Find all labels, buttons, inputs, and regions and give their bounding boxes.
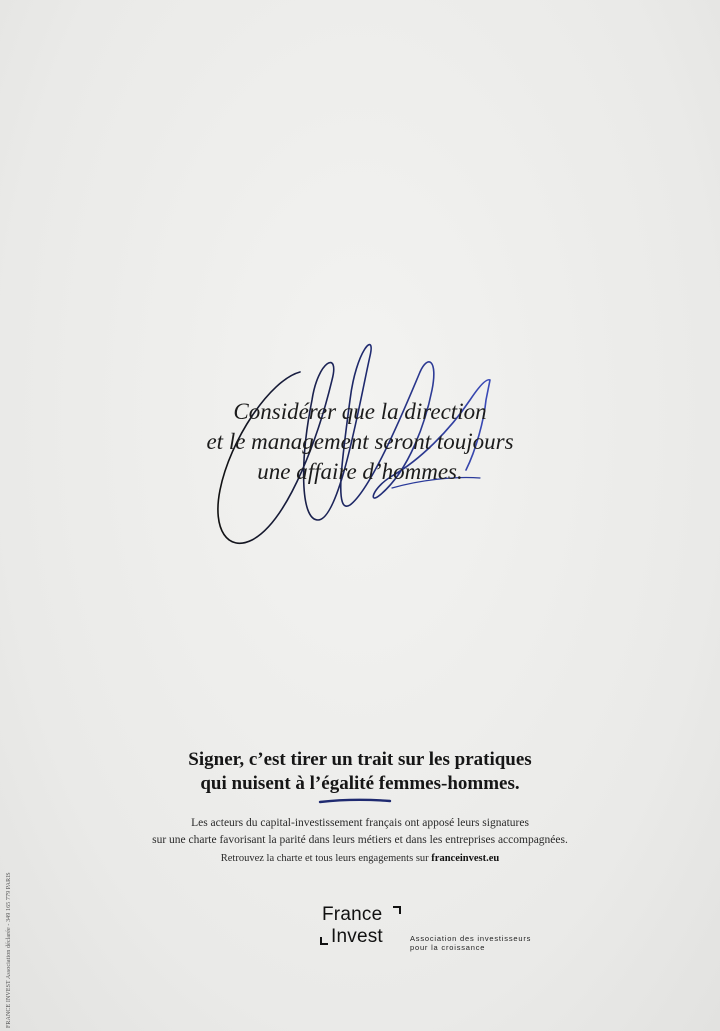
body-paragraph <box>0 815 720 849</box>
logo-tagline <box>410 934 531 952</box>
tagline-line: Association des investisseurs <box>410 934 532 943</box>
logo-word-invest: Invest <box>331 926 383 947</box>
headline <box>0 748 720 796</box>
logo-word-france: France <box>322 904 383 925</box>
tagline-line: pour la croissance <box>410 943 486 952</box>
cta-label: Retrouvez la charte et tous leurs engagements sur <box>220 853 432 864</box>
headline-line: qui nuisent à l’égalité femmes-hommes. <box>200 773 520 794</box>
underline-stroke <box>318 797 392 805</box>
body-line: sur une charte favorisant la parité dans leurs métiers et dans les entreprises accompagnées. <box>152 834 568 846</box>
quote-line: Considérer que la direction <box>233 399 487 424</box>
quote-line: et le management seront toujours <box>206 429 514 454</box>
website-link[interactable]: franceinvest.eu <box>431 853 500 864</box>
cta-text <box>0 853 720 864</box>
headline-line: Signer, c’est tirer un trait sur les pratiques <box>188 749 532 770</box>
logo-corner-mark-icon <box>320 937 328 945</box>
quote-line: une affaire d’hommes. <box>257 459 463 484</box>
france-invest-logo <box>320 904 540 954</box>
logo-corner-mark-icon <box>393 906 401 914</box>
quote-text <box>0 397 720 487</box>
legal-notice: FRANCE INVEST Association déclarée - 349 165 779 PARIS <box>6 872 12 1028</box>
body-line: Les acteurs du capital-investissement français ont apposé leurs signatures <box>191 817 529 829</box>
